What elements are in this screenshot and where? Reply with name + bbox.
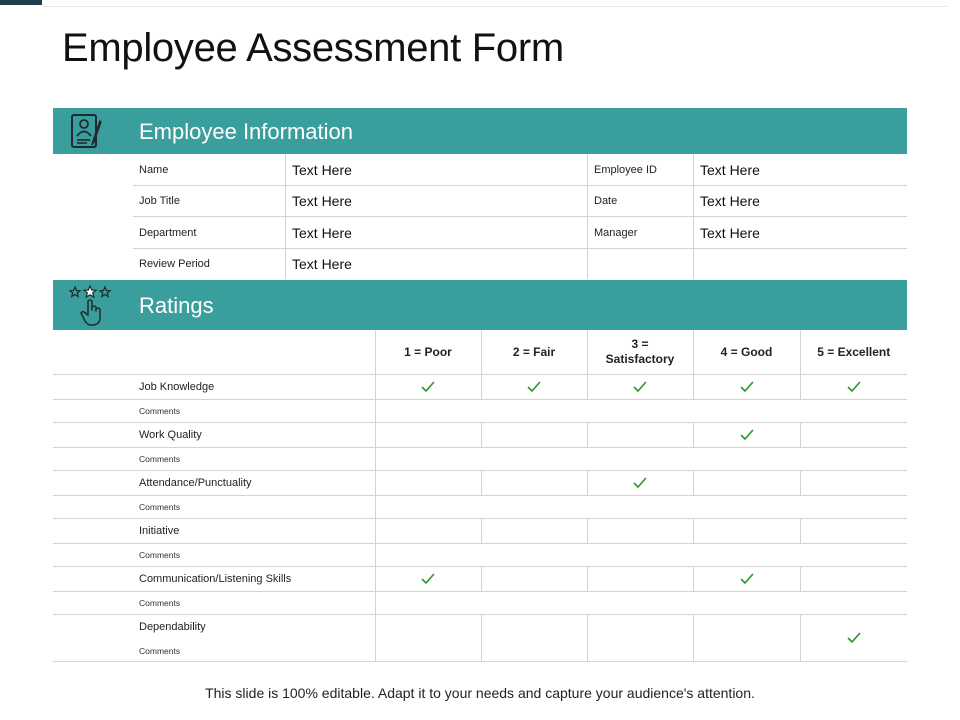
criterion-label: Communication/Listening Skills bbox=[53, 567, 375, 592]
rating-cell[interactable] bbox=[693, 567, 800, 592]
rating-cell[interactable] bbox=[693, 423, 800, 448]
comments-label: Comments bbox=[53, 448, 375, 471]
employee-information-title: Employee Information bbox=[139, 119, 353, 144]
header-blank bbox=[53, 330, 375, 375]
rating-cell[interactable] bbox=[481, 567, 587, 592]
scale-satisfactory-label: 3 = Satisfactory bbox=[605, 337, 675, 366]
rating-cell[interactable] bbox=[481, 615, 587, 662]
stars-hand-icon bbox=[67, 284, 113, 333]
job-title-label: Job Title bbox=[139, 195, 180, 207]
rating-cell[interactable] bbox=[375, 615, 481, 662]
rating-cell[interactable] bbox=[693, 519, 800, 544]
rating-cell[interactable] bbox=[800, 471, 907, 496]
rating-cell[interactable] bbox=[481, 423, 587, 448]
comments-label: Comments bbox=[53, 544, 375, 567]
criterion-label: Dependability bbox=[139, 621, 206, 633]
rating-cell[interactable] bbox=[375, 519, 481, 544]
employee-information-header bbox=[53, 108, 907, 154]
rating-cell[interactable] bbox=[587, 375, 693, 400]
page-title: Employee Assessment Form bbox=[62, 26, 564, 70]
rating-cell[interactable] bbox=[693, 471, 800, 496]
ratings-header bbox=[53, 280, 907, 330]
info-row-name bbox=[133, 154, 907, 186]
rating-cell[interactable] bbox=[587, 615, 693, 662]
criterion-row bbox=[53, 471, 907, 496]
checkmark-icon bbox=[633, 381, 647, 393]
info-row-job-title bbox=[133, 186, 907, 217]
comments-field[interactable] bbox=[375, 496, 907, 519]
checkmark-icon bbox=[847, 381, 861, 393]
footer-note: This slide is 100% editable. Adapt it to your needs and capture your audience's attention. bbox=[205, 685, 755, 701]
criterion-row bbox=[53, 423, 907, 448]
rating-cell[interactable] bbox=[375, 375, 481, 400]
comments-field[interactable] bbox=[375, 544, 907, 567]
comments-row bbox=[53, 448, 907, 471]
checkmark-icon bbox=[633, 477, 647, 489]
review-period-field[interactable]: Text Here bbox=[292, 256, 352, 272]
criterion-label: Job Knowledge bbox=[53, 375, 375, 400]
comments-row bbox=[53, 592, 907, 615]
corner-accent bbox=[0, 0, 42, 5]
rating-cell[interactable] bbox=[587, 471, 693, 496]
rating-cell[interactable] bbox=[481, 375, 587, 400]
criterion-row bbox=[53, 615, 907, 662]
info-row-review-period bbox=[133, 249, 907, 279]
rating-cell[interactable] bbox=[375, 471, 481, 496]
checkmark-icon bbox=[527, 381, 541, 393]
scale-fair: 2 = Fair bbox=[481, 330, 587, 375]
comments-row bbox=[53, 400, 907, 423]
contact-card-pencil-icon bbox=[67, 112, 107, 155]
info-row-department bbox=[133, 217, 907, 249]
rating-cell[interactable] bbox=[800, 567, 907, 592]
checkmark-icon bbox=[847, 632, 861, 644]
scale-poor: 1 = Poor bbox=[375, 330, 481, 375]
checkmark-icon bbox=[740, 429, 754, 441]
criterion-label: Initiative bbox=[53, 519, 375, 544]
scale-good: 4 = Good bbox=[693, 330, 800, 375]
rating-cell[interactable] bbox=[693, 615, 800, 662]
rating-cell[interactable] bbox=[481, 519, 587, 544]
rating-cell[interactable] bbox=[800, 519, 907, 544]
rating-cell[interactable] bbox=[375, 567, 481, 592]
comments-row bbox=[53, 496, 907, 519]
review-period-label: Review Period bbox=[139, 258, 210, 270]
criterion-row bbox=[53, 375, 907, 400]
employee-id-field[interactable]: Text Here bbox=[700, 161, 760, 178]
manager-label: Manager bbox=[594, 226, 638, 239]
criterion-row bbox=[53, 567, 907, 592]
scale-excellent: 5 = Excellent bbox=[800, 330, 907, 375]
checkmark-icon bbox=[421, 381, 435, 393]
comments-label: Comments bbox=[139, 646, 181, 656]
rating-cell[interactable] bbox=[693, 375, 800, 400]
criterion-row bbox=[53, 519, 907, 544]
comments-field[interactable] bbox=[375, 592, 907, 615]
department-field[interactable]: Text Here bbox=[292, 224, 352, 241]
employee-id-label: Employee ID bbox=[594, 163, 657, 176]
rating-cell[interactable] bbox=[587, 567, 693, 592]
comments-label: Comments bbox=[53, 592, 375, 615]
rating-scale-header bbox=[53, 330, 907, 375]
comments-row bbox=[53, 544, 907, 567]
criterion-label: Attendance/Punctuality bbox=[53, 471, 375, 496]
top-divider bbox=[42, 6, 948, 7]
checkmark-icon bbox=[740, 381, 754, 393]
checkmark-icon bbox=[740, 573, 754, 585]
criterion-label: Work Quality bbox=[53, 423, 375, 448]
criterion-cell bbox=[53, 615, 375, 662]
job-title-field[interactable]: Text Here bbox=[292, 193, 352, 209]
name-label: Name bbox=[139, 163, 169, 176]
rating-cell[interactable] bbox=[800, 615, 907, 662]
date-field[interactable]: Text Here bbox=[700, 193, 760, 209]
comments-label: Comments bbox=[53, 496, 375, 519]
comments-field[interactable] bbox=[375, 448, 907, 471]
comments-label: Comments bbox=[53, 400, 375, 423]
manager-field[interactable]: Text Here bbox=[700, 224, 760, 241]
date-label: Date bbox=[594, 195, 618, 207]
rating-cell[interactable] bbox=[587, 423, 693, 448]
scale-satisfactory bbox=[587, 330, 693, 375]
ratings-title: Ratings bbox=[139, 293, 214, 318]
name-field[interactable]: Text Here bbox=[292, 161, 352, 178]
comments-field[interactable] bbox=[375, 400, 907, 423]
department-label: Department bbox=[139, 226, 197, 239]
rating-cell[interactable] bbox=[587, 519, 693, 544]
ratings-table bbox=[53, 330, 907, 662]
rating-cell[interactable] bbox=[800, 423, 907, 448]
rating-cell[interactable] bbox=[375, 423, 481, 448]
rating-cell[interactable] bbox=[800, 375, 907, 400]
rating-cell[interactable] bbox=[481, 471, 587, 496]
checkmark-icon bbox=[421, 573, 435, 585]
